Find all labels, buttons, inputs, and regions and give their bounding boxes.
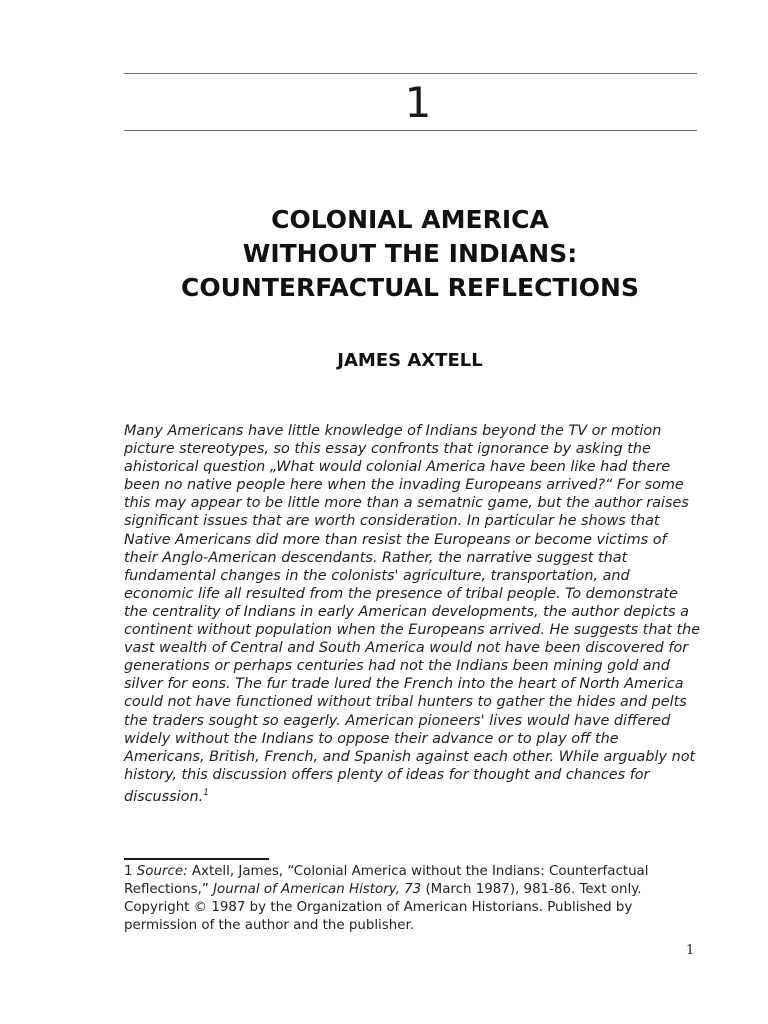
footnote-details: (March 1987), 981-86. Text only. Copyright © 1987 by the Organization of American Historians. Published by permission of the author and the publisher.	[124, 882, 642, 933]
footnote-source-label: Source:	[136, 864, 188, 879]
chapter-title	[0, 203, 768, 305]
chapter-rule-top	[124, 73, 697, 74]
chapter-number: 1	[404, 78, 432, 127]
footnote-citation: Axtell, James, “Colonial America without the Indians: Counterfactual Reflections,”	[124, 864, 649, 897]
footnote-number: 1	[124, 864, 133, 879]
footnote-separator	[124, 858, 269, 860]
author-name: JAMES AXTELL	[337, 350, 483, 371]
page-number: 1	[686, 943, 695, 958]
chapter-title-line-3: COUNTERFACTUAL REFLECTIONS	[181, 273, 639, 302]
footnote-reference[interactable]: 1	[203, 787, 209, 798]
footnote	[124, 863, 704, 935]
footnote-journal: Journal of American History, 73	[213, 882, 422, 897]
abstract-text: Many Americans have little knowledge of Indians beyond the TV or motion picture stereotypes, so this essay confronts that ignorance by asking the ahistorical question „What would colonial America have been like had there been no native people here when the invading Europeans arrived?“ For some this may appear to be little more than a sematnic game, but the author raises significant issues that are worth consideration. In particular he shows that Native Americans did more than resist the Europeans or become victims of their Anglo-American descendants. Rather, the narrative suggest that fundamental changes in the colonists' agriculture, transportation, and economic life all resulted from the presence of tribal people. To demonstrate the centrality of Indians in early American developments, the author depicts a continent without population when the Europeans arrived. He suggests that the vast wealth of Central and South America would not have been discovered for generations or perhaps centuries had not the Indians been mining gold and silver for eons. The fur trade lured the French into the heart of North America could not have functioned without tribal hunters to gather the hides and pelts the traders sought so eagerly. American pioneers' lives would have differed widely without the Indians to oppose their advance or to play off the Americans, British, French, and Spanish against each other. While arguably not history, this discussion offers plenty of ideas for thought and chances for discussion.	[124, 423, 701, 805]
chapter-title-line-2: WITHOUT THE INDIANS:	[242, 239, 578, 268]
chapter-title-line-1: COLONIAL AMERICA	[271, 205, 549, 234]
abstract-paragraph	[124, 422, 702, 806]
chapter-rule-bottom	[124, 130, 697, 131]
